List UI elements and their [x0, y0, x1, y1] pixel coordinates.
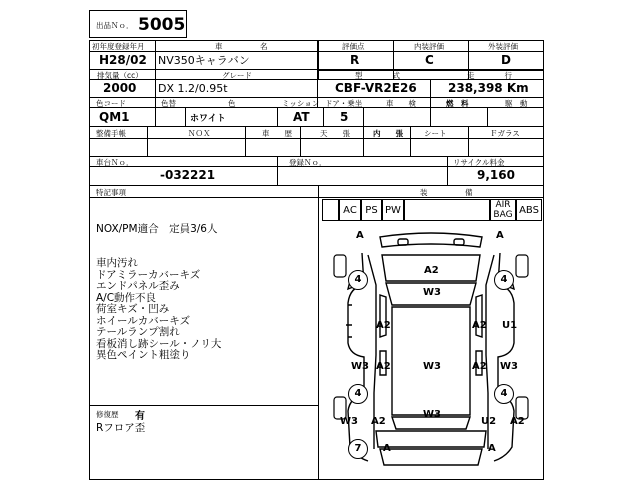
damage-tire-fr: 4: [494, 270, 514, 290]
note-item: 荷室キズ・凹み: [96, 303, 170, 315]
damage-tire-fl: 4: [348, 270, 368, 290]
damage-tire-rr: 4: [494, 384, 514, 404]
damage-door-l2: A2: [376, 361, 391, 372]
equipment-ac: AC: [339, 199, 361, 221]
registration-header: 登録Ｎｏ．: [289, 158, 327, 167]
score-value: R: [350, 53, 360, 67]
damage-front-left: A: [356, 230, 364, 241]
exterior-score-value: D: [501, 53, 511, 67]
drive-header: 駆 動: [505, 99, 528, 108]
displacement-value: 2000: [103, 81, 137, 95]
history-header: 車 歴: [262, 129, 292, 138]
car-name-value: NV350キャラバン: [158, 54, 250, 67]
grade-value: DX 1.2/0.95t: [158, 82, 228, 95]
damage-door-r2: A2: [472, 361, 487, 372]
damage-rear-a2: A: [488, 443, 496, 454]
chassis-header: 車台Ｎｏ．: [96, 158, 134, 167]
note-item: A/C動作不良: [96, 291, 157, 304]
equipment-abs: ABS: [516, 199, 542, 221]
transmission-value: AT: [293, 110, 310, 124]
glass-header: Ｆガラス: [490, 129, 520, 138]
note-item: 異色ペイント粗塗り: [96, 349, 191, 361]
mileage-header: 走 行: [467, 71, 512, 80]
damage-front-right: A: [496, 230, 504, 241]
first-reg-value: H28/02: [99, 53, 147, 67]
damage-tire-rl: 4: [348, 384, 368, 404]
note-item: ホイールカバーキズ: [96, 314, 191, 327]
damage-spare: 7: [348, 439, 368, 459]
color-change-header: 色替: [161, 99, 176, 108]
color-header: 色: [228, 99, 236, 108]
damage-pillar-r: U1: [502, 320, 518, 331]
note-item: 看板消し跡シール・ノリ大: [96, 337, 222, 350]
inspection-header: 車 検: [386, 99, 416, 108]
lot-label: 出品Ｎｏ．: [96, 21, 134, 30]
note-item: エンドパネル歪み: [96, 280, 180, 292]
fuel-header: 燃 料: [446, 99, 469, 108]
model-header: 型 式: [355, 71, 400, 80]
damage-win-l: W3: [351, 361, 369, 372]
damage-quarter-r-a: A2: [510, 416, 525, 427]
doors-seats-header: ドア・乗坐: [325, 99, 363, 108]
color-code-value: QM1: [99, 110, 130, 124]
transmission-header: ミッション: [282, 99, 320, 108]
damage-door-l1: A2: [376, 320, 391, 331]
interior-score-header: 内装評価: [414, 42, 444, 51]
chassis-value: -032221: [160, 168, 216, 182]
recycle-value: 9,160: [477, 168, 515, 182]
note-item: テールランプ割れ: [96, 326, 180, 338]
equipment-ps: PS: [361, 199, 382, 221]
damage-hood: A2: [424, 265, 439, 276]
equipment-empty: [404, 199, 490, 221]
recycle-header: リサイクル料金: [453, 158, 505, 167]
doors-seats-value: 5: [340, 110, 349, 124]
repair-note: Rフロア歪: [96, 422, 146, 434]
color-code-header: 色コード: [96, 99, 126, 108]
special-header: 特記事項: [96, 188, 126, 197]
equipment-header: 装 備: [420, 188, 473, 197]
manual-header: 整備手帳: [96, 129, 126, 138]
damage-win-r: W3: [500, 361, 518, 372]
nox-header: ＮＯＸ: [188, 129, 211, 138]
grade-header: グレード: [222, 71, 252, 80]
repair-value: 有: [135, 411, 145, 422]
equipment-blank: [322, 199, 339, 221]
damage-quarter-l: A2: [371, 416, 386, 427]
repair-header: 修復歴: [96, 410, 119, 419]
car-name-header: 車 名: [215, 42, 268, 51]
nox-line: NOX/PM適合 定員3/6人: [96, 223, 218, 235]
seat-header: シート: [424, 129, 447, 138]
damage-rear-a1: A: [383, 443, 391, 454]
equipment-airbag: AIR BAG: [490, 199, 516, 221]
note-item: 車内汚れ: [96, 257, 138, 269]
damage-glass: W3: [423, 287, 441, 298]
displacement-header: 排気量（cc）: [97, 71, 143, 80]
equipment-pw: PW: [382, 199, 404, 221]
interior-score-value: C: [425, 53, 434, 67]
sunroof-header: 天 張: [320, 129, 350, 138]
notes-list: [96, 258, 221, 362]
color-value: ホワイト: [190, 114, 226, 124]
first-reg-header: 初年度登録年月: [92, 42, 145, 51]
interior-header: 内 張: [373, 129, 403, 138]
score-header: 評価点: [342, 42, 365, 51]
damage-rear-win: W3: [423, 409, 441, 420]
model-value: CBF-VR2E26: [335, 81, 417, 95]
note-item: ドアミラーカバーキズ: [96, 268, 201, 281]
exterior-score-header: 外装評価: [488, 42, 518, 51]
damage-quarter-l-w: W3: [340, 416, 358, 427]
damage-quarter-r: U2: [481, 416, 497, 427]
score-divider: [317, 40, 319, 79]
damage-door-r1: A2: [472, 320, 487, 331]
mileage-value: 238,398 Km: [448, 81, 529, 95]
lot-number-box: [89, 10, 187, 38]
lot-number: 5005: [138, 15, 186, 35]
damage-roof: W3: [423, 361, 441, 372]
